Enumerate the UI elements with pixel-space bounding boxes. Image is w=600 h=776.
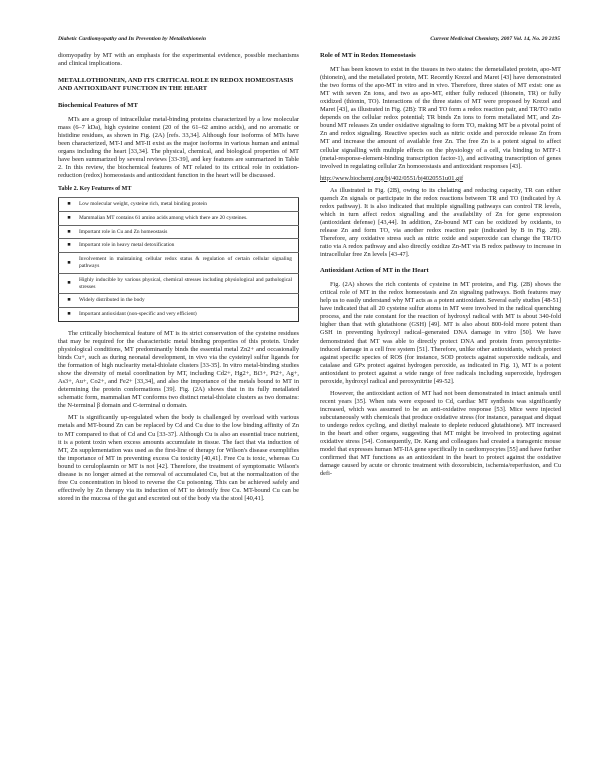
table-row xyxy=(59,211,299,225)
intro-paragraph: diomyopathy by MT with an emphasis for the experimental evidence, possible mechanisms and clinical implications. xyxy=(58,52,299,68)
paragraph: As illustrated in Fig. (2B), owing to its chelating and reducing capacity, TR can either quench Zn signals or participate in the redox reactions between TR and TO (indicated by A redox pathway). It is also indicated that multiple signalling pathways can control TR levels, which in turn affect redox signalling and the availability of Zn for gene expression (antioxidant defense) [43,44]. In addition, Zn-bound MT can be oxidized by oxidants, to release Zn and form TO, via another redox reaction pair (indicated by B in Fig. 2B). Therefore, any oxidative stress such as nitric oxide and superoxide can change the TR/TO ratio via A redox pathway and also directly oxidize Zn-MT via B redox pathway to increase in intracellular free Zn levels [43-47]. xyxy=(320,186,561,259)
bullet-icon: ■ xyxy=(59,294,76,308)
table-row xyxy=(59,197,299,211)
table-cell: Mammalian MT contains 61 amino acids among which there are 20 cysteines. xyxy=(75,211,299,225)
table-row xyxy=(59,273,299,294)
table-row xyxy=(59,225,299,239)
subsection-heading-redox: Role of MT in Redox Homeostasis xyxy=(320,52,416,59)
bullet-icon: ■ xyxy=(59,225,76,239)
bullet-icon: ■ xyxy=(59,197,76,211)
table-caption: Table 2. Key Features of MT xyxy=(58,185,132,192)
table-row xyxy=(59,294,299,308)
left-column xyxy=(58,52,299,507)
bullet-icon: ■ xyxy=(59,211,76,225)
subsection-heading-biochemical: Biochemical Features of MT xyxy=(58,101,138,109)
table-row xyxy=(59,308,299,322)
section-heading: METALLOTHIONEIN, AND ITS CRITICAL ROLE IN REDOX HOMEOSTASIS AND ANTIOXIDANT FUNCTION IN THE HEART xyxy=(58,77,294,93)
table-cell: Important role in heavy metal detoxification xyxy=(75,239,299,253)
paragraph: MTs are a group of intracellular metal-binding proteins characterized by a low molecular mass (6–7 kDa), high cysteine content (20 of the 61–62 amino acids), and no aromatic or histidine residues, as shown in Fig. (2A) [refs. 33,34]. Although four isoforms of MTs have been characterized, MT-I and MT-II exist as the major isoforms in various human and animal organs including the heart [33,34]. The physical, chemical, and biological properties of MT have been summarized by several reviews [33-39], and key features are summarized in Table 2. In this review, the biochemical features of MT related to its critical role in oxidation-reduction (redox) homeostasis and antioxidant function in the heart will be discussed. xyxy=(58,115,299,179)
running-header xyxy=(58,36,560,48)
figure-link[interactable]: http://www.biochemj.org/bj/402/0551/bj4020551u01.gif xyxy=(320,174,464,182)
journal-citation: Current Medicinal Chemistry, 2007 Vol. 14, No. 20 2195 xyxy=(430,36,560,42)
table-row xyxy=(59,239,299,253)
subsection-heading-antioxidant: Antioxidant Action of MT in the Heart xyxy=(320,267,429,275)
bullet-icon: ■ xyxy=(59,239,76,253)
bullet-icon: ■ xyxy=(59,273,76,294)
key-features-table xyxy=(58,197,299,322)
table-cell: Widely distributed in the body xyxy=(75,294,299,308)
table-cell: Involvement in maintaining cellular redox status & regulation of certain cellular signaling pathways xyxy=(75,253,299,274)
paragraph: Fig. (2A) shows the rich contents of cysteine in MT proteins, and Fig. (2B) shows the critical role of MT in the redox homeostasis and Zn signaling pathways. Both features may help us to easily understand why MT acts as a potent antioxidant. Several early studies [48-51] have indicated that all 20 cysteine sulfur atoms in MT were involved in the radical quenching process, and the rate constant for the reaction of hydroxyl radical with MT is about 340-fold higher than that with glutathione (GSH) [49]. MT is also about 800-fold more potent than GSH in preventing hydroxyl radical–generated DNA damage in vitro [50]. We have demonstrated that MT was able to directly protect DNA and protein from peroxynitrite-induced damage in a cell free system [51]. Therefore, unlike other antioxidants, which protect against specific species of ROS (for instance, SOD protects against superoxide radicals, and catalase and GPx protect against hydrogen peroxide, as indicated in Fig. 1), MT is a potent antioxidant to protect against a wide range of free radicals including superoxide, hydrogen peroxide, hydroxyl radical and peroxynitrite [49-52]. xyxy=(320,281,561,385)
paragraph: The critically biochemical feature of MT is its strict conservation of the cysteine residues that may be required for the characteristic metal binding properties of this protein. Under physiological conditions, MT predominantly binds the essential metal Zn2+ and occasionally binds Cu+, such as during neonatal development, in vivo via the cysteinyl sulfur ligands for the formation of high nuclearity metal-thiolate clusters [33-35]. In vitro metal-binding studies show the diversity of metal coordination by MT, including Cd2+, Hg2+, Bi3+, Pt2+, Ag+, As3+, Au+, Co2+, and Fe2+ [33,34], and also the importance of the metals bound to MT in determining the protein conformations [39]. Fig. (2A) shows that in its fully metallated schematic form, mammalian MT conforms two distinct metal-thiolate clusters as two domains: the N-terminal β domain and C-terminal α domain. xyxy=(58,329,299,410)
paragraph: MT is significantly up-regulated when the body is challenged by overload with various metals and MT-bound Zn can be replaced by Cd and Cu due to the low binding affinity of Zn to MT compared to that of Cd and Cu [33-37]. Although Cu is also an essential trace nutrient, it is a potent toxin when excess amounts accumulate in tissue. The fact that via induction of MT, Zn supplementation was used as the first-line of therapy for Wilson's disease exemplifies the importance of MT in preventing excess Cu toxicity [40,41]. Free Cu is toxic, whereas Cu bound to ceruloplasmin or MT is not [42]. Therefore, the treatment of symptomatic Wilson's disease is no longer aimed at the removal of accumulated Cu, but at the normalization of the free Cu concentration in blood to reverse the Cu poisoning. This can be achieved safely and effectively by Zn therapy via its induction of MT to detoxify free Cu. MT-bound Cu can be stored in the mucosa of the gut and excreted out of the body via the stool [40,41]. xyxy=(58,414,299,502)
table-row xyxy=(59,253,299,274)
bullet-icon: ■ xyxy=(59,308,76,322)
table-cell: Important role in Cu and Zn homeostasis xyxy=(75,225,299,239)
paragraph: MT has been known to exist in the tissues in two states: the demetallated protein, apo-MT (thionein), and the metallated protein, MT. Recently Krezel and Maret [43] have demonstrated the two forms of the apo-MT in vitro and in vivo. Therefore, three states of MT exist: one as MT with seven Zn ions, and two as apo-MT, either fully reduced (thionein, TR) or fully oxidized (thionin, TO). Interactions of the three states of MT were proposed by Krezel and Maret [43], as illustrated in Fig. (2B): TR and TO form a redox reaction pair, and TR/TO ratio depends on the cellular redox potential; TR binds Zn ions to form metallated MT, and Zn-bound MT releases Zn under oxidative signaling to form TO, making MT be a pivotal point of Zn and redox signaling. Reactive species such as nitric oxide and peroxide release Zn from MT and increase the amount of available free Zn. The free Zn is a potent signal to affect cellular signalling with multiple effects on the physiology of a cell, via binding to MTF-1 (metal-response-element-binding transcription factor-1), and activating transcription of genes involved in regulating cellular Zn homoeostasis and antioxidant responses [43]. xyxy=(320,66,561,170)
paragraph: However, the antioxidant action of MT had not been demonstrated in intact animals until recent years [35]. When rats were exposed to Cd, cardiac MT synthesis was significantly increased, which was assumed to be an anti-oxidative response [53]. Mice were injected subcutaneously with chemicals that produce oxidative stress (for instance, paraquat and diquat to undergo redox cycling, and diethyl maleate to deplete reduced glutathione). MT increased in the heart and other organs, suggesting that MT might be involved in protecting against oxidative stress [54]. Consequently, Dr. Kang and colleagues had created a transgenic mouse model that expresses human MT-IIA gene specifically in cardiomyocytes [55] and have further confirmed that MT functions as an antioxidant in the heart to protect against the oxidative damage caused by acute or chronic treatment with doxorubicin, ischemia/reperfusion, and Cu defi- xyxy=(320,389,561,478)
table-cell: Important antioxidant (non-specific and very efficient) xyxy=(75,308,299,322)
running-title: Diabetic Cardiomyopathy and Its Prevention by Metallothionein xyxy=(58,36,206,42)
right-column xyxy=(320,52,561,482)
table-cell: Highly inducible by various physical, chemical stresses including physiological and pathological stresses xyxy=(75,273,299,294)
table-cell: Low molecular weight, cysteine rich, metal binding protein xyxy=(75,197,299,211)
bullet-icon: ■ xyxy=(59,253,76,274)
